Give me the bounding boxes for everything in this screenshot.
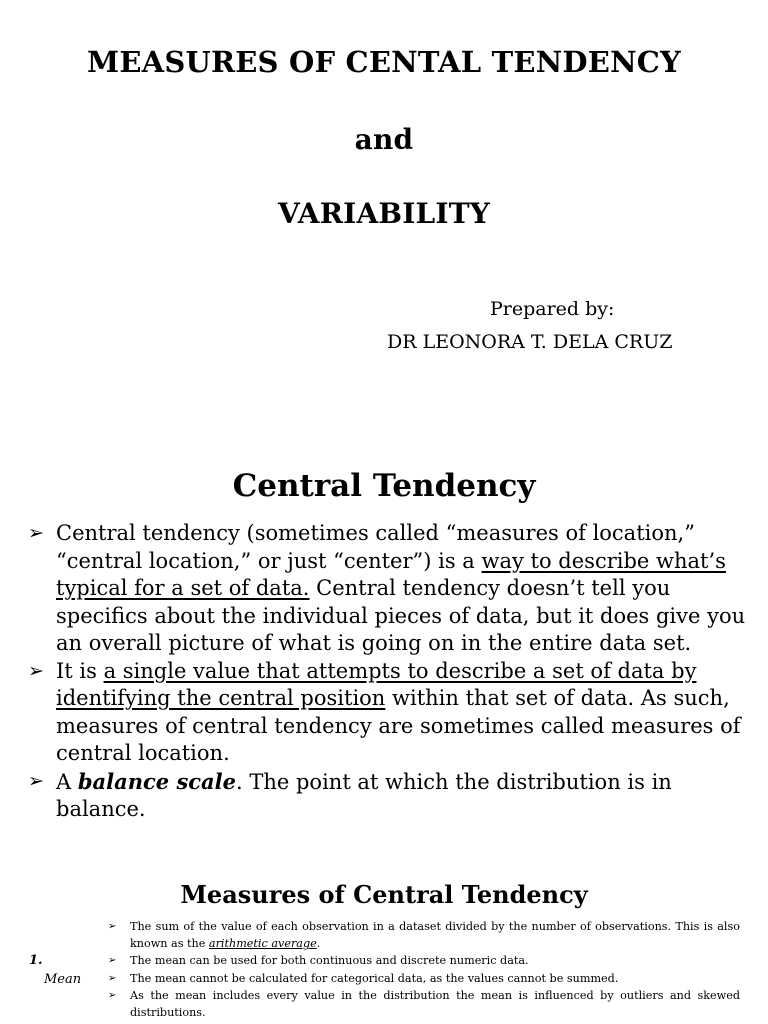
arrow-bullet-icon: ➢ [28,659,44,682]
emphasis-text: arithmetic average [208,937,317,951]
document-title: MEASURES OF CENTAL TENDENCY [87,45,681,79]
document-title-variability: VARIABILITY [278,197,490,230]
bullet-text: A [56,769,78,794]
arrow-bullet-icon: ➢ [28,522,44,544]
list-item [28,658,748,768]
document-title-and: and [354,123,414,156]
mean-bullet-list [108,918,740,1021]
arrow-bullet-icon: ➢ [108,921,117,932]
arrow-bullet-icon: ➢ [108,955,117,967]
bullet-text: within that set of data. As such, measures of central tendency are sometimes called measures of central location. [56,686,741,765]
central-tendency-heading: Central Tendency [232,468,536,504]
bullet-text: The mean cannot be calculated for categorical data, as the values cannot be summed. [130,971,619,985]
underlined-text: a single value that attempts to describe a set of data by identifying the central position [56,658,697,710]
central-tendency-bullet-list [28,520,748,824]
underlined-text: way to describe what’s typical for a set of data. [56,548,726,600]
list-item [108,970,740,987]
list-item [108,918,740,952]
bullet-text: Central tendency (sometimes called “measures of location,” “central location,” or just “center”) is a [56,521,695,573]
mean-number: 1. [29,953,43,968]
measures-heading: Measures of Central Tendency [180,880,588,909]
bullet-text: Central tendency doesn’t tell you specifics about the individual pieces of data, but it does give you an overall picture of what is going on in the entire data set. [56,576,746,655]
arrow-bullet-icon: ➢ [108,989,117,1001]
emphasis-text: balance scale [77,768,236,794]
list-item [28,768,748,824]
list-item [108,987,740,1021]
author-name: DR LEONORA T. DELA CRUZ [387,331,673,353]
list-item [28,520,748,658]
bullet-text: The mean can be used for both continuous and discrete numeric data. [130,954,529,968]
prepared-by-label: Prepared by: [490,298,615,320]
bullet-text: . The point at which the distribution is in balance. [56,769,672,821]
bullet-text: As the mean includes every value in the distribution the mean is influenced by outliers and skewed distributions. [130,988,740,1020]
list-item [108,952,740,969]
bullet-text: It is [56,658,104,683]
bullet-text: . [316,937,321,951]
mean-label: Mean [44,972,82,987]
arrow-bullet-icon: ➢ [28,769,44,792]
bullet-text: The sum of the value of each observation in a dataset divided by the number of observations. This is also known as the [130,920,740,951]
arrow-bullet-icon: ➢ [108,972,117,984]
